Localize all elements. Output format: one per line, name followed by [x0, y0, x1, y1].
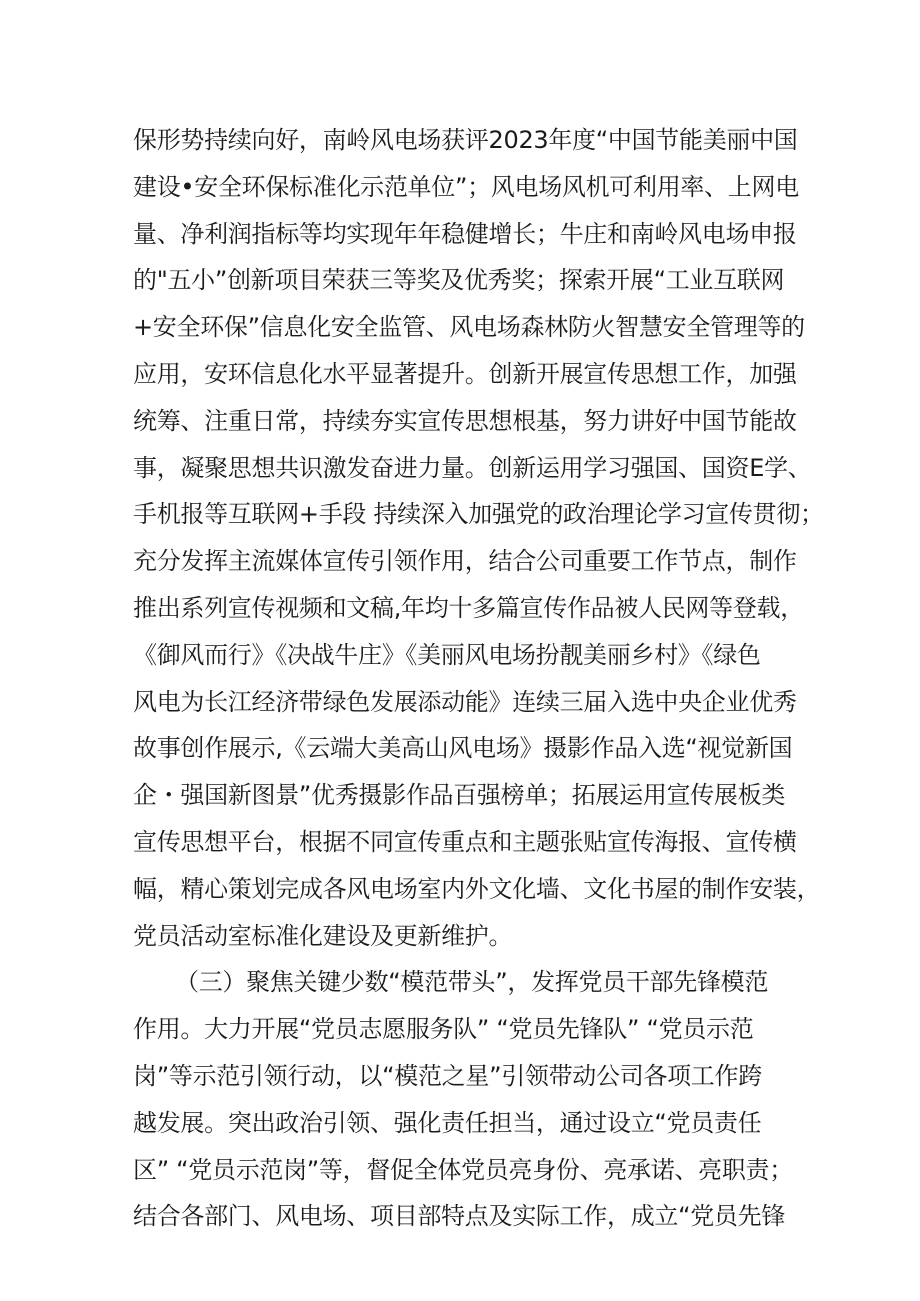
- text-line: 的"五小”创新项目荣获三等奖及优秀奖；探索开展“工业互联网: [133, 266, 785, 295]
- text-line: 岗”等示范引领行动，以“模范之星”引领带动公司各项工作跨: [133, 1061, 762, 1090]
- text-line: 幅，精心策划完成各风电场室内外文化墙、文化书屋的制作安装，: [133, 874, 821, 903]
- text-line: 应用，安环信息化水平显著提升。创新开展宣传思想工作，加强: [133, 359, 797, 388]
- text-line: 推出系列宣传视频和文稿,年均十多篇宣传作品被人民网等登载，: [133, 593, 804, 622]
- text-line: 风电为长江经济带绿色发展添动能》连续三届入选中央企业优秀: [133, 687, 797, 716]
- text-line: 作用。大力开展“党员志愿服务队” “党员先锋队” “党员示范: [133, 1015, 754, 1044]
- text-line: 党员活动室标准化建设及更新维护。: [133, 921, 513, 950]
- text-line: 《御风而行》《决战牛庄》《美丽风电场扮靓美丽乡村》《绿色: [133, 640, 761, 669]
- text-line: 事，凝聚思想共识激发奋进力量。创新运用学习强国、国资E学、: [133, 453, 812, 482]
- text-line: 充分发挥主流媒体宣传引领作用，结合公司重要工作节点，制作: [133, 547, 797, 576]
- text-line: 建设•安全环保标准化示范单位”；风电场风机可利用率、上网电: [133, 172, 799, 201]
- text-line: 故事创作展示,《云端大美高山风电场》摄影作品入选“视觉新国: [133, 734, 793, 763]
- text-line: 结合各部门、风电场、项目部特点及实际工作，成立“党员先锋: [133, 1202, 786, 1231]
- text-line: 宣传思想平台，根据不同宣传重点和主题张贴宣传海报、宣传横: [133, 827, 797, 856]
- text-line: 手机报等互联网+手段 持续深入加强党的政治理论学习宣传贯彻；: [133, 500, 824, 529]
- text-line: +安全环保”信息化安全监管、风电场森林防火智慧安全管理等的: [133, 313, 805, 342]
- text-line: 保形势持续向好，南岭风电场获评2023年度“中国节能美丽中国: [133, 126, 798, 154]
- text-line: 统筹、注重日常，持续夯实宣传思想根基，努力讲好中国节能故: [133, 406, 797, 435]
- text-line: 区” “党员示范岗”等，督促全体党员亮身份、亮承诺、亮职责；: [133, 1155, 793, 1184]
- text-line: 企・强国新图景”优秀摄影作品百强榜单；拓展运用宣传展板类: [133, 781, 786, 810]
- body-text: [133, 117, 824, 1240]
- text-line: 越发展。突出政治引领、强化责任担当，通过设立“党员责任: [133, 1108, 762, 1137]
- text-line: 量、净利润指标等均实现年年稳健增长；牛庄和南岭风电场申报: [133, 219, 797, 248]
- section-heading-line: （三）聚焦关键少数“模范带头”，发挥党员干部先锋模范: [175, 968, 769, 997]
